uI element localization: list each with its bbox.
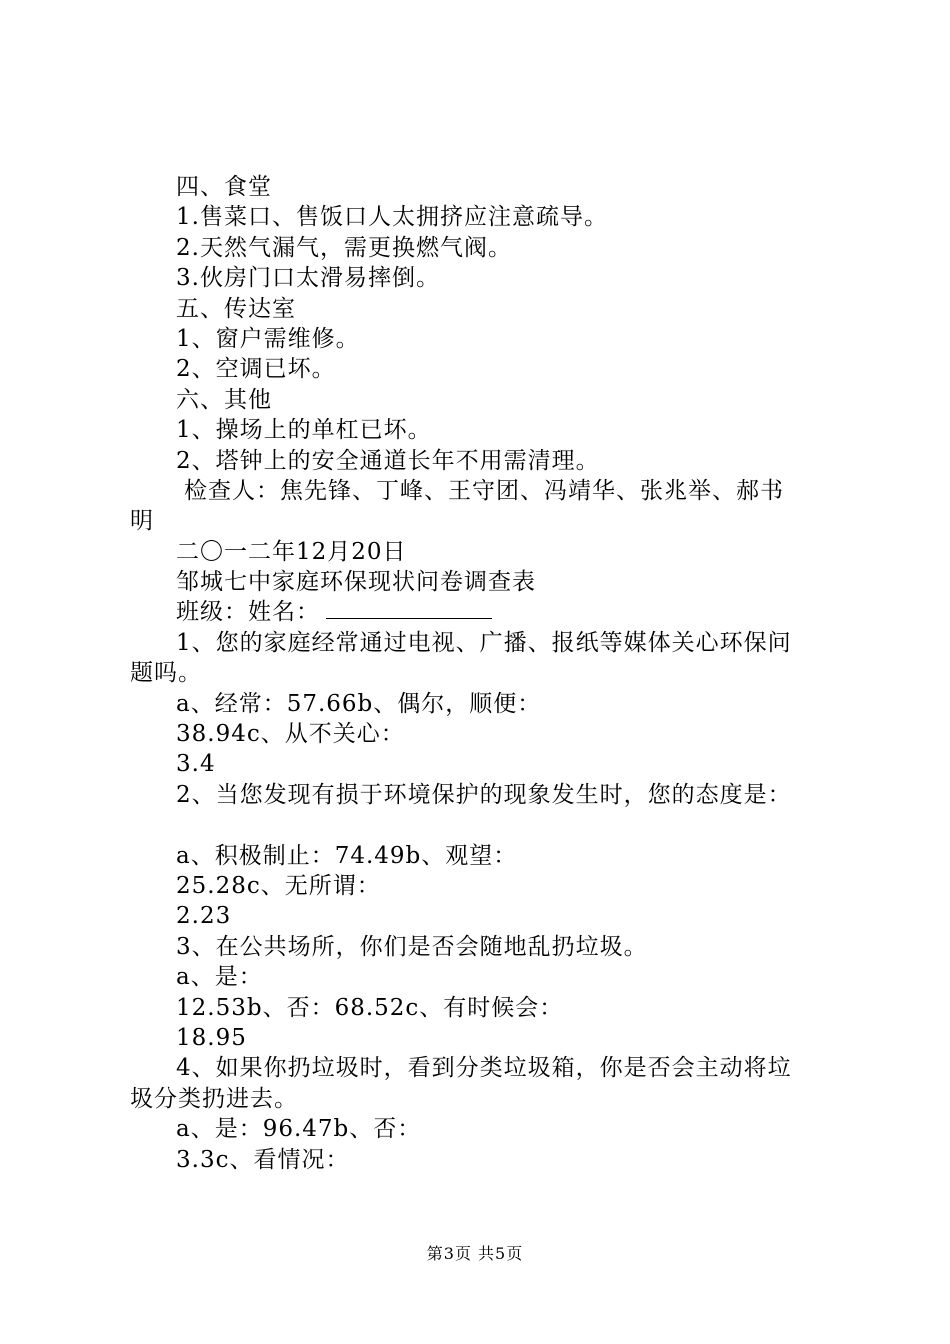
name-blank-underline (326, 597, 492, 619)
text-line: 1、操场上的单杠已坏。 (176, 417, 432, 444)
question-1-continued: 题吗。 (130, 660, 202, 687)
answer-line: a、是： (176, 964, 263, 991)
inspectors-line: 检查人：焦先锋、丁峰、王守团、冯靖华、张兆举、郝书 (184, 477, 784, 504)
class-name-line (130, 597, 830, 627)
answer-line: 3.4 (176, 751, 216, 778)
text-line: 3.伙房门口太滑易摔倒。 (176, 265, 440, 292)
answer-line: 25.28c、无所谓： (176, 872, 381, 899)
survey-title: 邹城七中家庭环保现状问卷调查表 (176, 569, 536, 596)
inspectors-line-continued: 明 (130, 508, 154, 535)
answer-line: 2.23 (176, 903, 232, 930)
document-body (130, 172, 830, 1175)
page-number-footer: 第3页 共5页 (426, 1244, 524, 1263)
text-line: 1、窗户需维修。 (176, 325, 360, 352)
question-3: 3、在公共场所，你们是否会随地乱扔垃圾。 (176, 933, 648, 960)
answer-line: a、经常：57.66b、偶尔，顺便： (176, 690, 542, 717)
text-line: 2.天然气漏气，需更换燃气阀。 (176, 234, 512, 261)
section-heading-canteen: 四、食堂 (176, 174, 272, 200)
question-4: 4、如果你扔垃圾时，看到分类垃圾箱，你是否会主动将垃 (176, 1055, 792, 1082)
question-4-continued: 圾分类扔进去。 (130, 1085, 298, 1112)
section-heading-other: 六、其他 (176, 386, 272, 413)
date-line: 二〇一二年12月20日 (176, 538, 407, 565)
class-name-label: 班级：姓名： (176, 599, 320, 626)
question-1: 1、您的家庭经常通过电视、广播、报纸等媒体关心环保问 (176, 629, 792, 656)
text-line: 1.售菜口、售饭口人太拥挤应注意疏导。 (176, 204, 608, 231)
section-heading-reception: 五、传达室 (176, 295, 296, 322)
text-line: 2、塔钟上的安全通道长年不用需清理。 (176, 447, 600, 474)
answer-line: a、积极制止：74.49b、观望： (176, 842, 518, 869)
answer-line: 12.53b、否：68.52c、有时候会： (176, 994, 564, 1021)
question-2: 2、当您发现有损于环境保护的现象发生时，您的态度是： (176, 781, 792, 808)
blank-line (130, 810, 830, 840)
answer-line: 3.3c、看情况： (176, 1146, 350, 1173)
answer-line: 38.94c、从不关心： (176, 721, 405, 748)
answer-line: 18.95 (176, 1024, 247, 1051)
answer-line: a、是：96.47b、否： (176, 1116, 422, 1143)
text-line: 2、空调已坏。 (176, 356, 336, 383)
